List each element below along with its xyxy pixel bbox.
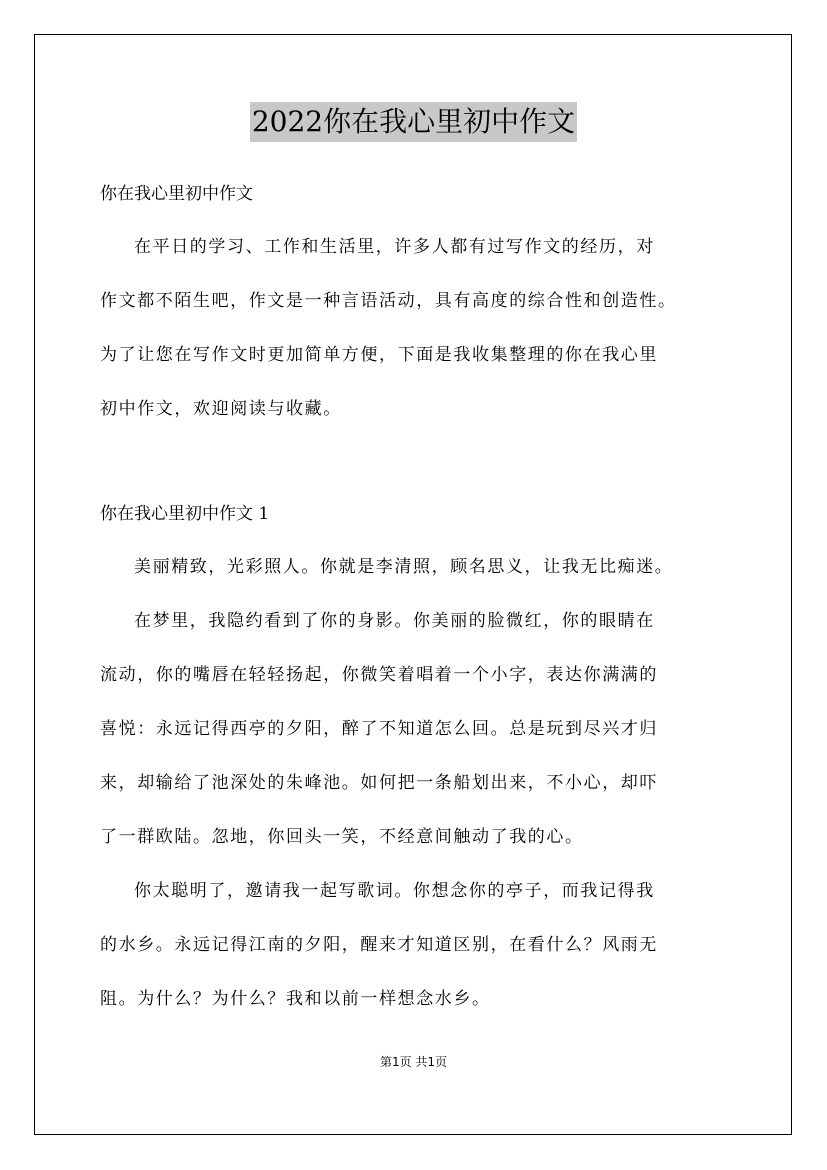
- section1-heading: 你在我心里初中作文 1: [100, 504, 270, 524]
- document-title: 2022你在我心里初中作文: [250, 102, 577, 142]
- section1-paragraph-line: 流动，你的嘴唇在轻轻扬起，你微笑着唱着一个小字，表达你满满的: [100, 665, 658, 685]
- section1-paragraph-line: 的水乡。永远记得江南的夕阳，醒来才知道区别，在看什么？风雨无: [100, 935, 658, 955]
- page-number: 第1页 共1页: [379, 1055, 448, 1069]
- section1-paragraph: [100, 594, 740, 864]
- intro-paragraph-line: 在平日的学习、工作和生活里，许多人都有过写作文的经历，对: [134, 237, 655, 257]
- section1-paragraphs: [100, 540, 740, 1026]
- intro-paragraph-line: 为了让您在写作文时更加简单方便，下面是我收集整理的你在我心里: [100, 345, 658, 365]
- section1-paragraph-line: 来，却输给了池深处的朱峰池。如何把一条船划出来，不小心，却吓: [100, 773, 658, 793]
- section1-paragraph: [100, 864, 740, 1026]
- section1-paragraph-line: 在梦里，我隐约看到了你的身影。你美丽的脸微红，你的眼睛在: [134, 611, 655, 631]
- intro-paragraph: [100, 220, 740, 436]
- section-spacer: [100, 436, 740, 488]
- section1-paragraph: [100, 540, 740, 594]
- intro-heading: 你在我心里初中作文: [100, 184, 253, 204]
- page-footer: [0, 1054, 827, 1070]
- intro-paragraph-line: 初中作文，欢迎阅读与收藏。: [100, 399, 342, 419]
- section1-paragraph-line: 你太聪明了，邀请我一起写歌词。你想念你的亭子，而我记得我: [134, 881, 655, 901]
- section1-paragraph-line: 喜悦：永远记得西亭的夕阳，醉了不知道怎么回。总是玩到尽兴才归: [100, 719, 658, 739]
- section1-paragraph-line: 了一群欧陆。忽地，你回头一笑，不经意间触动了我的心。: [100, 827, 584, 847]
- document-body: [100, 168, 740, 1026]
- title-container: [0, 102, 827, 142]
- intro-paragraph-line: 作文都不陌生吧，作文是一种言语活动，具有高度的综合性和创造性。: [100, 291, 677, 311]
- section1-paragraph-line: 阻。为什么？为什么？我和以前一样想念水乡。: [100, 989, 491, 1009]
- section1-paragraph-line: 美丽精致，光彩照人。你就是李清照，顾名思义，让我无比痴迷。: [134, 557, 674, 577]
